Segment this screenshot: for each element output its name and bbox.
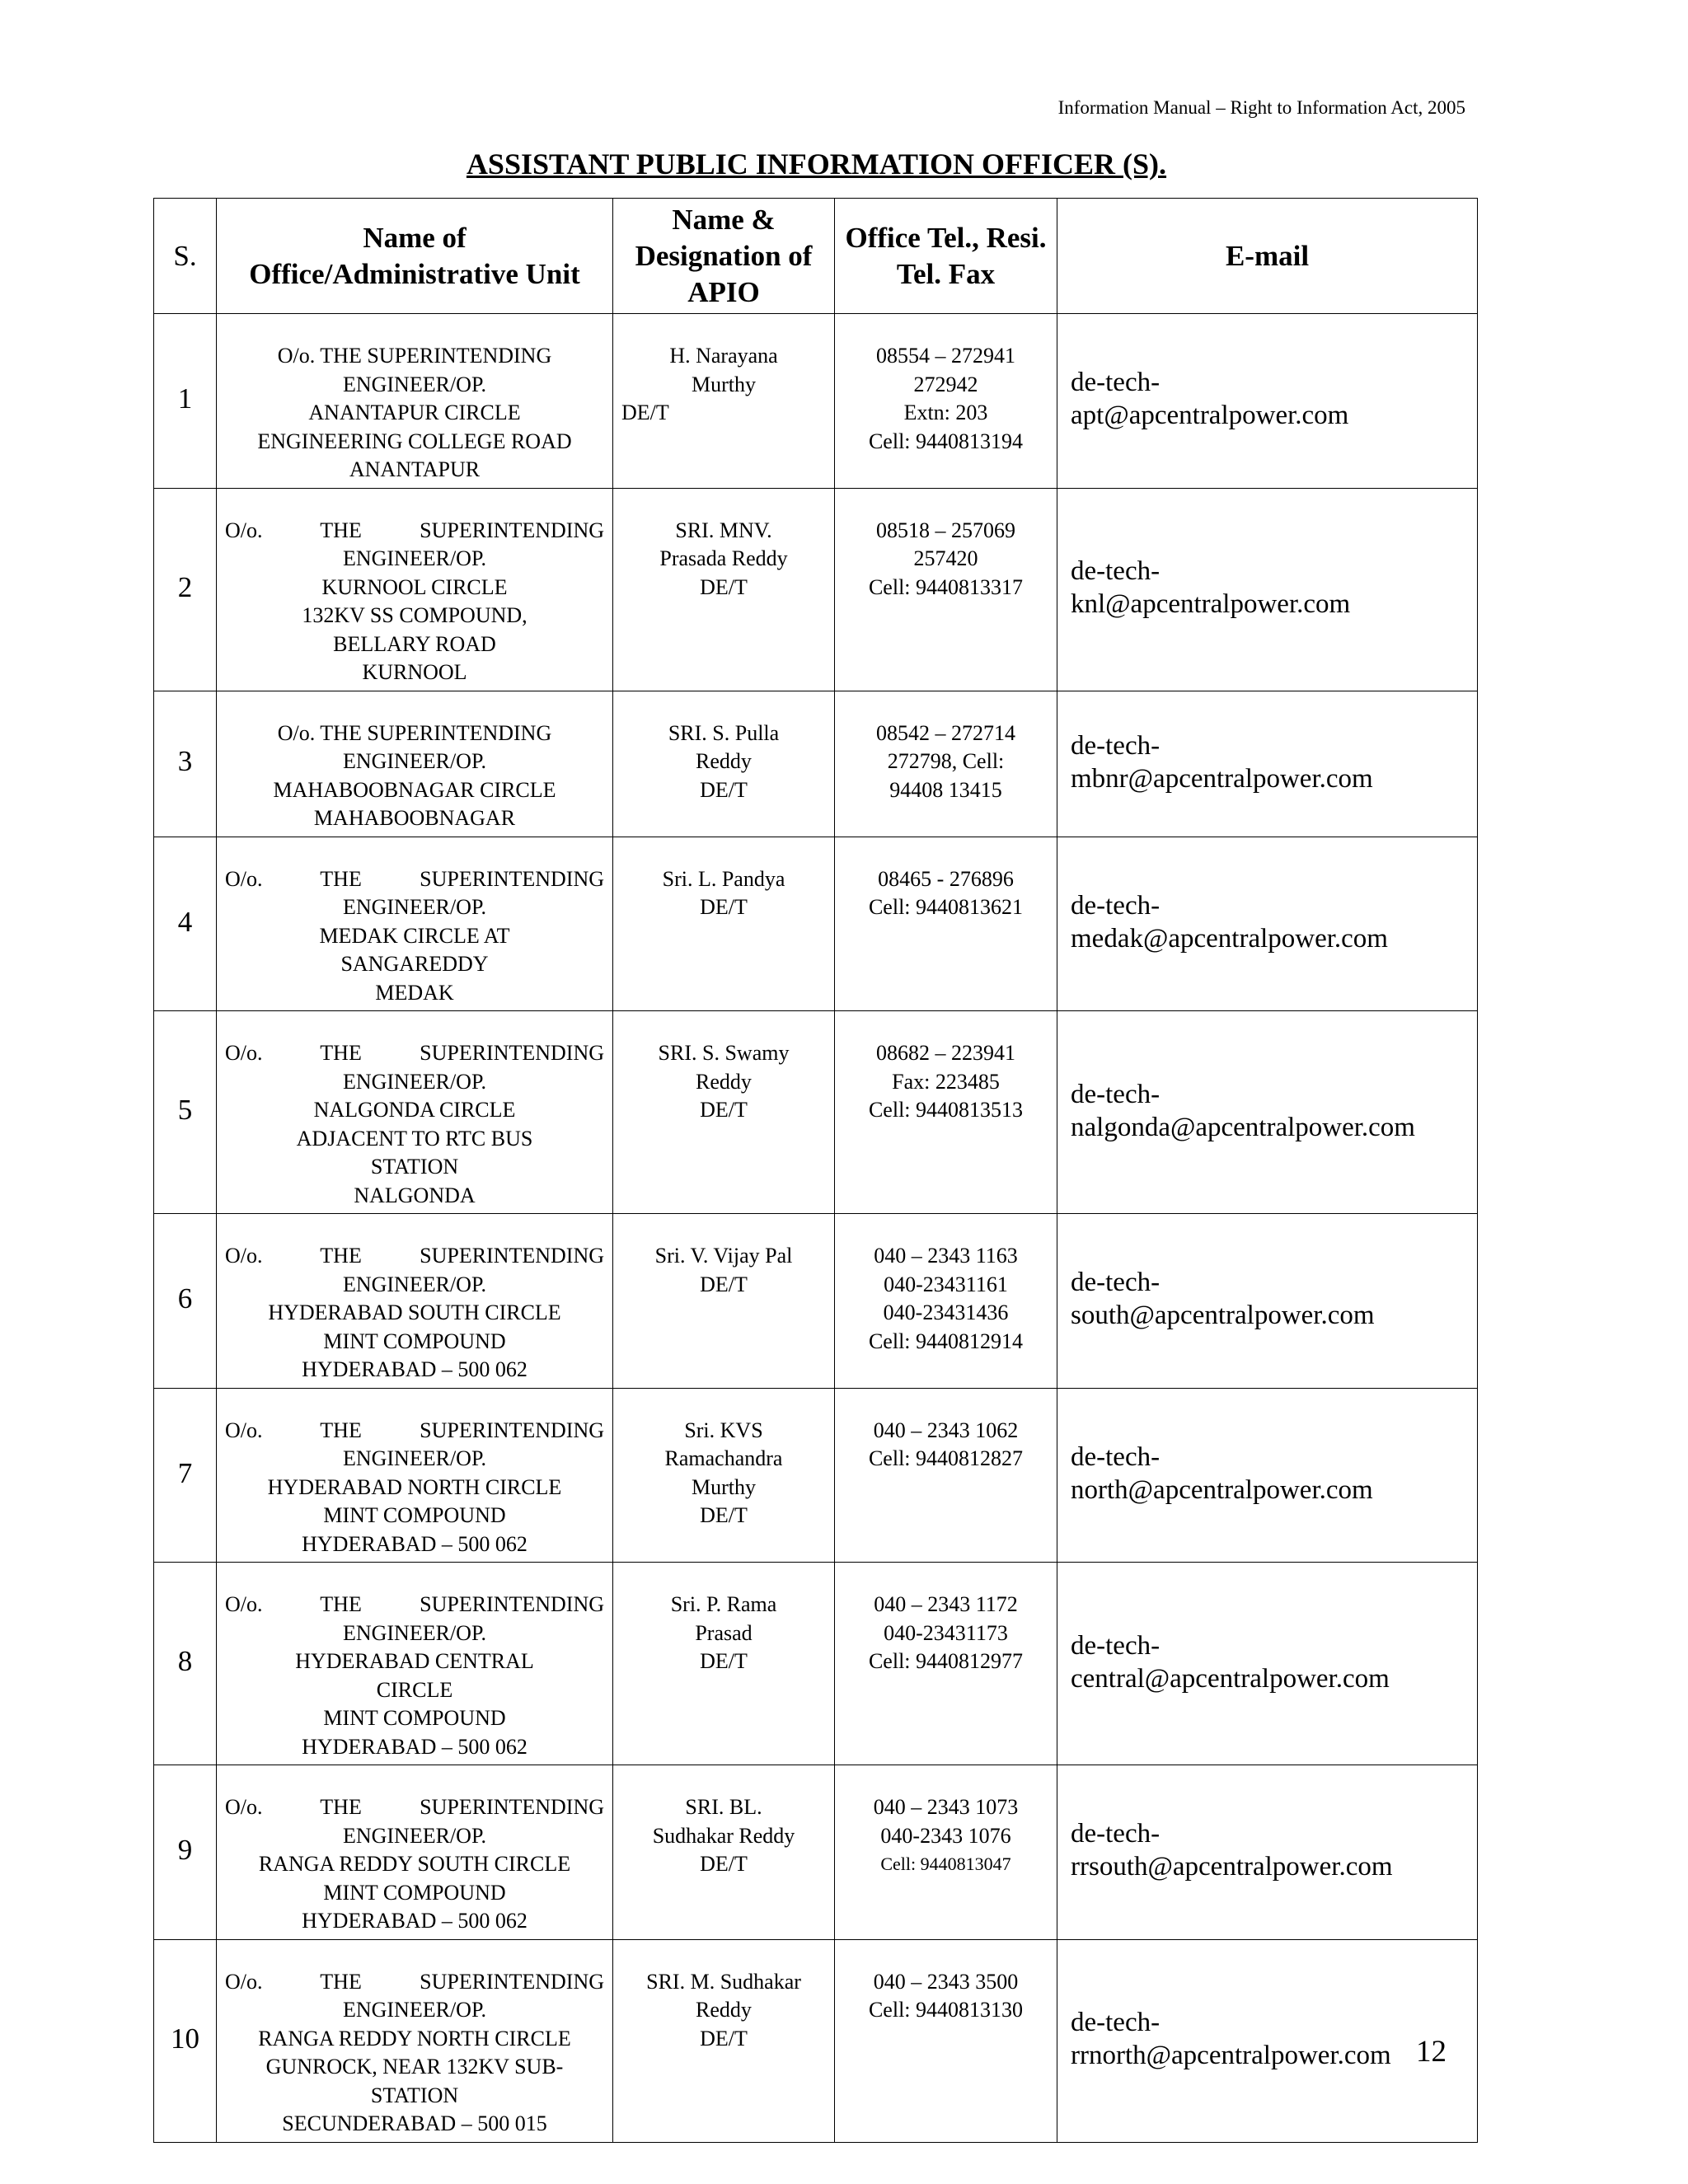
office-line: STATION [370, 2083, 459, 2107]
office-cell [217, 837, 613, 1011]
table-body [154, 314, 1478, 2143]
phone-line: 040 – 2343 1172 [874, 1592, 1018, 1616]
phone-line: 94408 13415 [889, 777, 1002, 802]
serial-number: 10 [154, 1939, 217, 2142]
office-cell [217, 314, 613, 489]
officer-line: Prasad [695, 1620, 753, 1645]
table-row [154, 1388, 1478, 1563]
officer-line: Sri. KVS [684, 1418, 763, 1442]
officer-cell [613, 1011, 835, 1214]
header-sno: S. [154, 199, 217, 314]
office-line: ANANTAPUR CIRCLE [308, 401, 521, 424]
phone-line: Cell: 9440812827 [868, 1446, 1024, 1470]
office-line: ENGINEER/OP. [342, 1069, 487, 1094]
office-line: MINT COMPOUND [323, 1880, 506, 1905]
table-row [154, 837, 1478, 1011]
email-line: rrnorth@apcentralpower.com [1071, 2041, 1391, 2070]
apio-table [153, 198, 1478, 2143]
officer-cell [613, 488, 835, 691]
officer-cell [613, 837, 835, 1011]
office-line: CIRCLE [376, 1677, 453, 1702]
serial-number: 8 [154, 1563, 217, 1765]
email-line: central@apcentralpower.com [1071, 1663, 1390, 1694]
email-cell [1057, 1214, 1478, 1389]
email-cell [1057, 1563, 1478, 1765]
officer-line: DE/T [700, 895, 748, 919]
office-line: 132KV SS COMPOUND, [302, 603, 528, 627]
phone-line: Fax: 223485 [892, 1069, 1000, 1094]
office-line: SANGAREDDY [340, 952, 489, 976]
phone-line: Cell: 9440813317 [868, 574, 1024, 599]
office-line: HYDERABAD – 500 062 [302, 1909, 528, 1933]
phone-cell [835, 1939, 1057, 2142]
phone-line: 040 – 2343 1073 [873, 1795, 1019, 1819]
office-line: STATION [370, 1155, 459, 1179]
phone-line: 040 – 2343 3500 [873, 1969, 1019, 1994]
office-line: HYDERABAD – 500 062 [302, 1531, 528, 1556]
officer-cell [613, 1214, 835, 1389]
office-line: MINT COMPOUND [323, 1503, 506, 1527]
phone-cell [835, 1214, 1057, 1389]
phone-line: 040 – 2343 1163 [874, 1244, 1018, 1268]
phone-line: 040-23431173 [884, 1620, 1008, 1645]
office-line: BELLARY ROAD [333, 631, 496, 656]
office-line: O/o. THE SUPERINTENDING [225, 518, 604, 542]
officer-cell [613, 1939, 835, 2142]
phone-line: 272798, Cell: [887, 749, 1005, 773]
officer-line: SRI. S. Pulla [668, 720, 780, 745]
office-line: ENGINEER/OP. [342, 1446, 487, 1470]
office-line: HYDERABAD SOUTH CIRCLE [268, 1301, 561, 1324]
serial-number: 1 [154, 314, 217, 489]
officer-line: Murthy [692, 1474, 756, 1499]
officer-line: SRI. MNV. [675, 518, 772, 542]
phone-line: 257420 [913, 546, 978, 570]
phone-line: Cell: 9440813047 [880, 1854, 1011, 1874]
officer-line: DE/T [700, 1272, 748, 1296]
page-number: 12 [1416, 2035, 1447, 2069]
office-line: O/o. THE SUPERINTENDING [277, 720, 552, 745]
office-cell [217, 1214, 613, 1389]
office-line: ENGINEER/OP. [342, 1620, 487, 1645]
office-line: O/o. THE SUPERINTENDING [225, 1418, 604, 1442]
serial-number: 5 [154, 1011, 217, 1214]
office-cell [217, 1765, 613, 1940]
officer-line: Murthy [692, 372, 756, 396]
officer-line: Reddy [696, 749, 752, 773]
office-line: ENGINEER/OP. [342, 895, 487, 919]
officer-line: DE/T [700, 777, 748, 802]
table-row [154, 488, 1478, 691]
email-cell [1057, 1765, 1478, 1940]
office-line: RANGA REDDY NORTH CIRCLE [258, 2026, 571, 2050]
email-cell [1057, 691, 1478, 837]
table-row [154, 1563, 1478, 1765]
email-line: de-tech- [1071, 1819, 1160, 1849]
office-line: KURNOOL CIRCLE [321, 574, 508, 599]
email-line: rrsouth@apcentralpower.com [1071, 1852, 1393, 1882]
phone-cell [835, 691, 1057, 837]
serial-number: 7 [154, 1388, 217, 1563]
office-line: HYDERABAD NORTH CIRCLE [267, 1474, 562, 1499]
serial-number: 3 [154, 691, 217, 837]
officer-line: DE/T [700, 1649, 748, 1673]
officer-line: SRI. M. Sudhakar [646, 1969, 801, 1994]
email-line: medak@apcentralpower.com [1071, 923, 1388, 954]
office-line: ENGINEER/OP. [342, 1823, 487, 1848]
office-line: O/o. THE SUPERINTENDING [225, 1969, 604, 1994]
email-line: north@apcentralpower.com [1071, 1474, 1373, 1505]
officer-cell [613, 1388, 835, 1563]
phone-cell [835, 837, 1057, 1011]
phone-line: 08682 – 223941 [876, 1041, 1015, 1065]
office-line: ENGINEERING COLLEGE ROAD [257, 429, 572, 453]
office-line: ADJACENT TO RTC BUS [296, 1126, 533, 1151]
serial-number: 2 [154, 488, 217, 691]
phone-line: 08542 – 272714 [876, 720, 1015, 745]
officer-line: SRI. BL. [685, 1795, 762, 1819]
office-cell [217, 488, 613, 691]
document-title: ASSISTANT PUBLIC INFORMATION OFFICER (S). [466, 148, 1167, 180]
office-cell [217, 691, 613, 837]
header-officer: Name & Designation of APIO [613, 199, 835, 314]
officer-line: Prasada Reddy [659, 546, 788, 570]
officer-line: DE/T [700, 574, 748, 599]
phone-line: 040 – 2343 1062 [873, 1418, 1019, 1442]
phone-line: 08465 - 276896 [878, 866, 1014, 891]
serial-number: 6 [154, 1214, 217, 1389]
email-line: de-tech- [1071, 556, 1160, 586]
officer-cell [613, 1563, 835, 1765]
office-line: MINT COMPOUND [323, 1706, 506, 1730]
phone-cell [835, 1765, 1057, 1940]
office-line: HYDERABAD – 500 062 [302, 1734, 528, 1759]
email-cell [1057, 1011, 1478, 1214]
table-header [154, 199, 1478, 314]
office-line: MAHABOOBNAGAR CIRCLE [273, 777, 556, 802]
email-line: apt@apcentralpower.com [1071, 401, 1349, 431]
officer-line: Reddy [696, 1069, 752, 1094]
office-cell [217, 1563, 613, 1765]
officer-line: DE/T [700, 1098, 748, 1122]
office-line: MAHABOOBNAGAR [313, 806, 516, 830]
officer-line: DE/T [700, 1503, 748, 1527]
phone-line: Cell: 9440812914 [868, 1329, 1024, 1353]
table-row [154, 1939, 1478, 2142]
phone-line: 040-2343 1076 [880, 1823, 1011, 1848]
email-line: de-tech- [1071, 1268, 1160, 1298]
office-line: NALGONDA CIRCLE [313, 1098, 516, 1122]
table-row [154, 1011, 1478, 1214]
office-line: HYDERABAD CENTRAL [295, 1649, 534, 1673]
email-line: de-tech- [1071, 1441, 1160, 1472]
email-line: south@apcentralpower.com [1071, 1301, 1375, 1331]
header-email: E-mail [1057, 199, 1478, 314]
email-line: de-tech- [1071, 368, 1160, 398]
officer-line: DE/T [700, 2026, 748, 2050]
phone-line: Cell: 9440813513 [868, 1098, 1024, 1122]
email-line: de-tech- [1071, 1079, 1160, 1109]
officer-line: DE/T [700, 1852, 748, 1876]
email-cell [1057, 837, 1478, 1011]
officer-line: DE/T [621, 401, 669, 424]
officer-cell [613, 1765, 835, 1940]
phone-cell [835, 488, 1057, 691]
officer-line: Sri. V. Vijay Pal [654, 1244, 793, 1268]
office-line: O/o. THE SUPERINTENDING [277, 344, 552, 368]
office-line: NALGONDA [354, 1183, 476, 1207]
header-office: Name of Office/Administrative Unit [217, 199, 613, 314]
office-line: ENGINEER/OP. [342, 749, 487, 773]
phone-line: 08554 – 272941 [876, 344, 1015, 368]
table-row [154, 691, 1478, 837]
office-line: ENGINEER/OP. [342, 546, 487, 570]
office-line: HYDERABAD – 500 062 [302, 1357, 528, 1381]
officer-line: Sri. P. Rama [670, 1592, 777, 1616]
office-cell [217, 1939, 613, 2142]
office-line: O/o. THE SUPERINTENDING [225, 1795, 604, 1819]
office-line: ANANTAPUR [349, 457, 481, 481]
phone-cell [835, 1388, 1057, 1563]
header-phone: Office Tel., Resi. Tel. Fax [835, 199, 1057, 314]
email-line: de-tech- [1071, 890, 1160, 921]
email-cell [1057, 488, 1478, 691]
serial-number: 9 [154, 1765, 217, 1940]
officer-line: Sri. L. Pandya [662, 866, 785, 891]
office-cell [217, 1388, 613, 1563]
officer-line: Sudhakar Reddy [652, 1823, 795, 1848]
phone-cell [835, 1563, 1057, 1765]
email-line: de-tech- [1071, 730, 1160, 761]
office-line: O/o. THE SUPERINTENDING [225, 1244, 604, 1268]
office-line: ENGINEER/OP. [342, 1998, 487, 2022]
email-line: de-tech- [1071, 2008, 1160, 2037]
phone-line: Cell: 9440813194 [868, 429, 1024, 453]
serial-number: 4 [154, 837, 217, 1011]
phone-line: 040-23431436 [883, 1301, 1009, 1324]
officer-line: SRI. S. Swamy [658, 1041, 790, 1065]
office-line: ENGINEER/OP. [342, 372, 487, 396]
phone-line: 08518 – 257069 [876, 518, 1015, 542]
phone-line: Cell: 9440813621 [868, 895, 1024, 919]
phone-line: Cell: 9440812977 [868, 1649, 1024, 1673]
officer-line: Reddy [696, 1998, 752, 2022]
office-line: MEDAK [375, 980, 454, 1005]
office-line: ENGINEER/OP. [342, 1272, 487, 1296]
phone-cell [835, 1011, 1057, 1214]
email-line: de-tech- [1071, 1630, 1160, 1661]
officer-cell [613, 691, 835, 837]
office-line: SECUNDERABAD – 500 015 [282, 2111, 547, 2135]
phone-cell [835, 314, 1057, 489]
office-line: RANGA REDDY SOUTH CIRCLE [258, 1852, 571, 1876]
officer-line: Ramachandra [664, 1446, 783, 1470]
email-line: nalgonda@apcentralpower.com [1071, 1112, 1415, 1142]
office-line: MINT COMPOUND [323, 1329, 506, 1353]
office-line: O/o. THE SUPERINTENDING [225, 1041, 604, 1065]
email-cell [1057, 1939, 1478, 2142]
phone-line: 040-23431161 [884, 1272, 1008, 1296]
email-cell [1057, 314, 1478, 489]
office-line: O/o. THE SUPERINTENDING [225, 1592, 604, 1616]
phone-line: 272942 [913, 372, 978, 396]
phone-line: Cell: 9440813130 [868, 1998, 1024, 2022]
email-line: mbnr@apcentralpower.com [1071, 763, 1373, 794]
table-row [154, 1214, 1478, 1389]
office-line: GUNROCK, NEAR 132KV SUB- [265, 2055, 564, 2079]
officer-line: H. Narayana [669, 344, 778, 368]
office-line: KURNOOL [362, 660, 467, 684]
header-row [154, 199, 1478, 314]
office-line: O/o. THE SUPERINTENDING [225, 866, 604, 891]
running-header: Information Manual – Right to Information Act, 2005 [1057, 97, 1465, 118]
officer-cell [613, 314, 835, 489]
office-cell [217, 1011, 613, 1214]
email-line: knl@apcentralpower.com [1071, 589, 1351, 619]
table-row [154, 1765, 1478, 1940]
phone-line: Extn: 203 [903, 401, 988, 424]
office-line: MEDAK CIRCLE AT [319, 923, 510, 948]
table-row [154, 314, 1478, 489]
email-cell [1057, 1388, 1478, 1563]
